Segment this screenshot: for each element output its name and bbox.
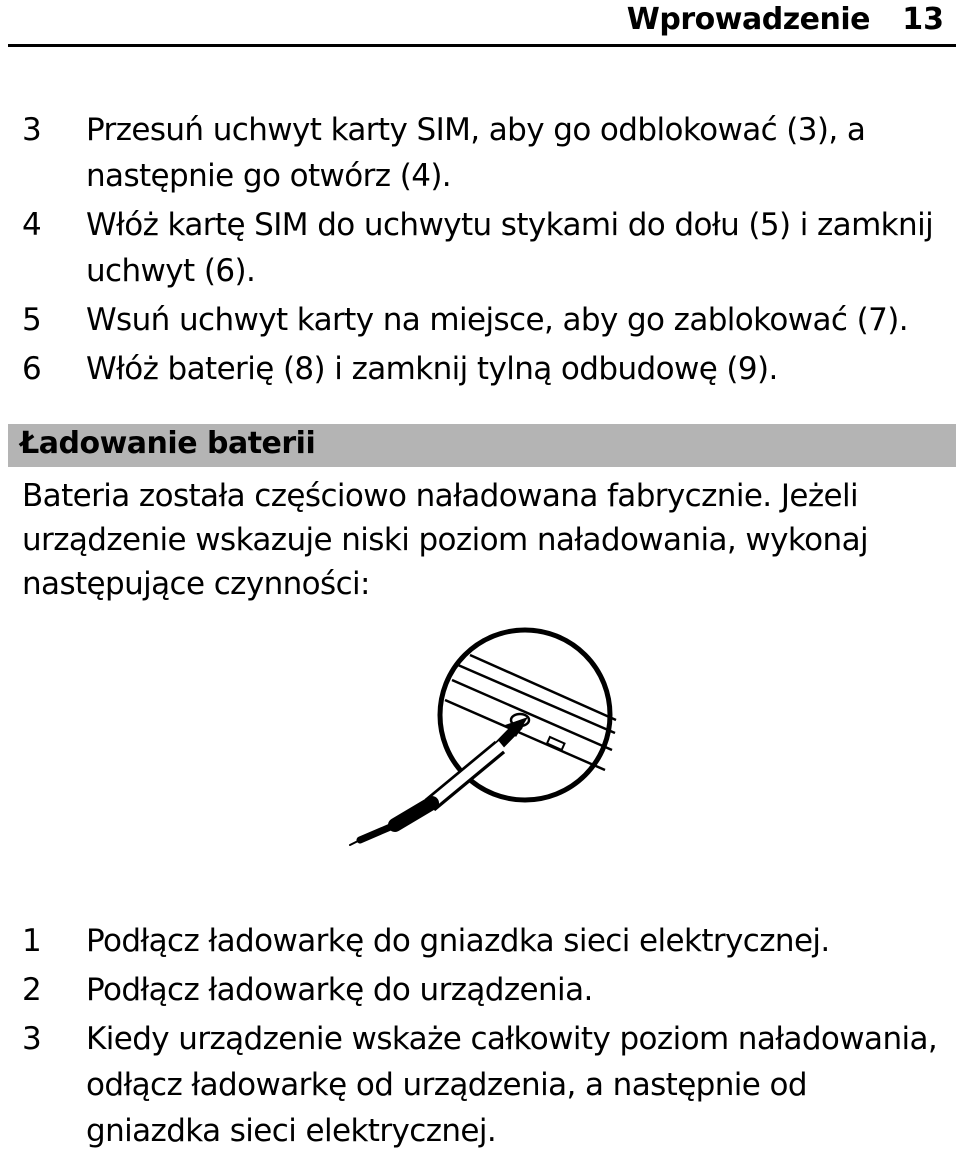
step-number: 6 [22,351,42,387]
list-item [20,202,950,294]
step-number: 3 [22,1021,42,1057]
section-intro: Bateria została częściowo naładowana fabrycznie. Jeżeli urządzenie wskazuje niski poziom naładowania, wykonaj następujące czynności: [22,478,868,602]
step-number: 5 [22,302,42,338]
step-number: 4 [22,207,42,243]
list-item [20,297,950,343]
step-text: Kiedy urządzenie wskaże całkowity poziom naładowania, odłącz ładowarkę od urządzenia, a następnie od gniazdka sieci elektrycznej. [86,1021,938,1149]
step-text: Wsuń uchwyt karty na miejsce, aby go zablokować (7). [86,302,908,338]
sim-steps-list [20,107,950,395]
step-text: Podłącz ładowarkę do gniazdka sieci elektrycznej. [86,923,830,959]
list-item [20,1016,950,1154]
list-item [20,107,950,199]
step-text: Przesuń uchwyt karty SIM, aby go odblokować (3), a następnie go otwórz (4). [86,112,866,194]
charging-steps-list [20,918,950,1157]
charger-connection-illustration [340,625,630,855]
list-item [20,918,950,964]
step-text: Włóż kartę SIM do uchwytu stykami do dołu (5) i zamknij uchwyt (6). [86,207,934,289]
section-heading-bar [8,424,956,467]
step-number: 1 [22,923,42,959]
step-number: 3 [22,112,42,148]
list-item [20,967,950,1013]
chapter-title: Wprowadzenie [626,2,870,37]
section-heading: Ładowanie baterii [20,426,316,461]
page-header [8,0,956,47]
step-number: 2 [22,972,42,1008]
step-text: Podłącz ładowarkę do urządzenia. [86,972,593,1008]
list-item [20,346,950,392]
step-text: Włóż baterię (8) i zamknij tylną odbudowę (9). [86,351,778,387]
page-number: 13 [902,2,944,37]
